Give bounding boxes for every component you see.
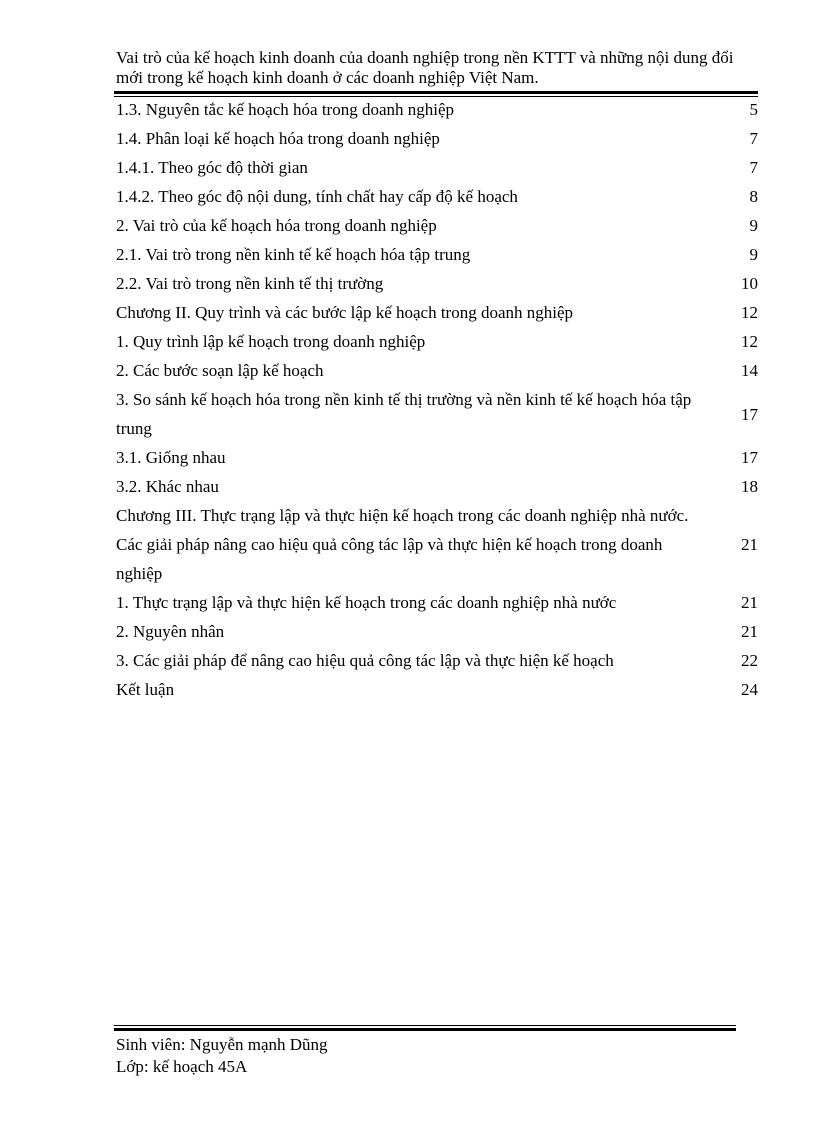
toc-row <box>116 588 758 617</box>
toc-row <box>116 153 758 182</box>
toc-entry-page: 12 <box>741 303 758 322</box>
toc-entry-page: 9 <box>749 245 758 264</box>
page-footer <box>116 1034 328 1078</box>
toc-entry-page: 22 <box>741 651 758 670</box>
toc-entry-page: 8 <box>749 187 758 206</box>
toc-entry-title: 3. So sánh kế hoạch hóa trong nền kinh tế thị trường và nền kinh tế kế hoạch hóa tập trung <box>116 390 692 438</box>
toc-entry-page: 21 <box>741 535 758 554</box>
toc-row <box>116 124 758 153</box>
toc-row <box>116 472 758 501</box>
toc-entry-title: 1.4.2. Theo góc độ nội dung, tính chất hay cấp độ kế hoạch <box>116 187 518 206</box>
toc-entry-title: 1.3. Nguyên tắc kế hoạch hóa trong doanh nghiệp <box>116 100 455 119</box>
toc-row <box>116 617 758 646</box>
toc-entry-title: 3.2. Khác nhau <box>116 477 219 496</box>
toc-entry-page: 17 <box>741 448 758 467</box>
toc-row <box>116 385 758 443</box>
toc-entry-page: 5 <box>749 100 758 119</box>
toc-entry-title: 2. Vai trò của kế hoạch hóa trong doanh nghiệp <box>116 216 437 235</box>
footer-divider <box>114 1025 736 1031</box>
toc-row <box>116 211 758 240</box>
toc-entry-page: 17 <box>741 404 758 424</box>
toc-entry-title: Chương II. Quy trình và các bước lập kế hoạch trong doanh nghiệp <box>116 303 574 322</box>
toc-row <box>116 327 758 356</box>
toc-row <box>116 443 758 472</box>
toc-entry-page: 18 <box>741 477 758 496</box>
table-of-contents <box>116 95 758 704</box>
toc-entry-page: 21 <box>741 622 758 641</box>
toc-entry-title: 2. Các bước soạn lập kế hoạch <box>116 361 324 380</box>
toc-row <box>116 501 758 588</box>
toc-entry-title: Kết luận <box>116 680 175 699</box>
toc-row <box>116 269 758 298</box>
toc-entry-page: 12 <box>741 332 758 351</box>
toc-entry-title: 1. Quy trình lập kế hoạch trong doanh nghiệp <box>116 332 426 351</box>
toc-entry-page: 9 <box>749 216 758 235</box>
toc-entry-title: 1.4. Phân loại kế hoạch hóa trong doanh nghiệp <box>116 129 440 148</box>
footer-class: Lớp: kế hoạch 45A <box>116 1057 248 1076</box>
toc-entry-page: 24 <box>741 680 758 699</box>
toc-row <box>116 240 758 269</box>
toc-entry-title: 2.2. Vai trò trong nền kinh tế thị trường <box>116 274 384 293</box>
toc-entry-title: 2.1. Vai trò trong nền kinh tế kế hoạch hóa tập trung <box>116 245 471 264</box>
toc-row <box>116 95 758 124</box>
toc-entry-title: 3.1. Giống nhau <box>116 448 226 467</box>
toc-entry-title: 1.4.1. Theo góc độ thời gian <box>116 158 308 177</box>
toc-entry-page: 14 <box>741 361 758 380</box>
toc-entry-title: 1. Thực trạng lập và thực hiện kế hoạch trong các doanh nghiệp nhà nước <box>116 593 617 612</box>
toc-entry-page: 10 <box>741 274 758 293</box>
footer-student: Sinh viên: Nguyễn mạnh Dũng <box>116 1035 328 1054</box>
page-header: Vai trò của kế hoạch kinh doanh của doanh nghiệp trong nền KTTT và những nội dung đổi mới trong kế hoạch kinh doanh ở các doanh nghiệp Việt Nam. <box>116 48 734 87</box>
toc-row <box>116 182 758 211</box>
toc-entry-page: 7 <box>749 158 758 177</box>
toc-entry-page: 7 <box>749 129 758 148</box>
toc-entry-title: 2. Nguyên nhân <box>116 622 225 641</box>
toc-entry-page: 21 <box>741 593 758 612</box>
toc-entry-title: Chương III. Thực trạng lập và thực hiện kế hoạch trong các doanh nghiệp nhà nước. Các giải pháp nâng cao hiệu quả công tác lập và thực hiện kế hoạch trong doanh nghiệp <box>116 506 689 583</box>
toc-row <box>116 298 758 327</box>
toc-entry-title: 3. Các giải pháp để nâng cao hiệu quả công tác lập và thực hiện kế hoạch <box>116 651 614 670</box>
toc-row <box>116 646 758 675</box>
toc-row <box>116 675 758 704</box>
toc-row <box>116 356 758 385</box>
